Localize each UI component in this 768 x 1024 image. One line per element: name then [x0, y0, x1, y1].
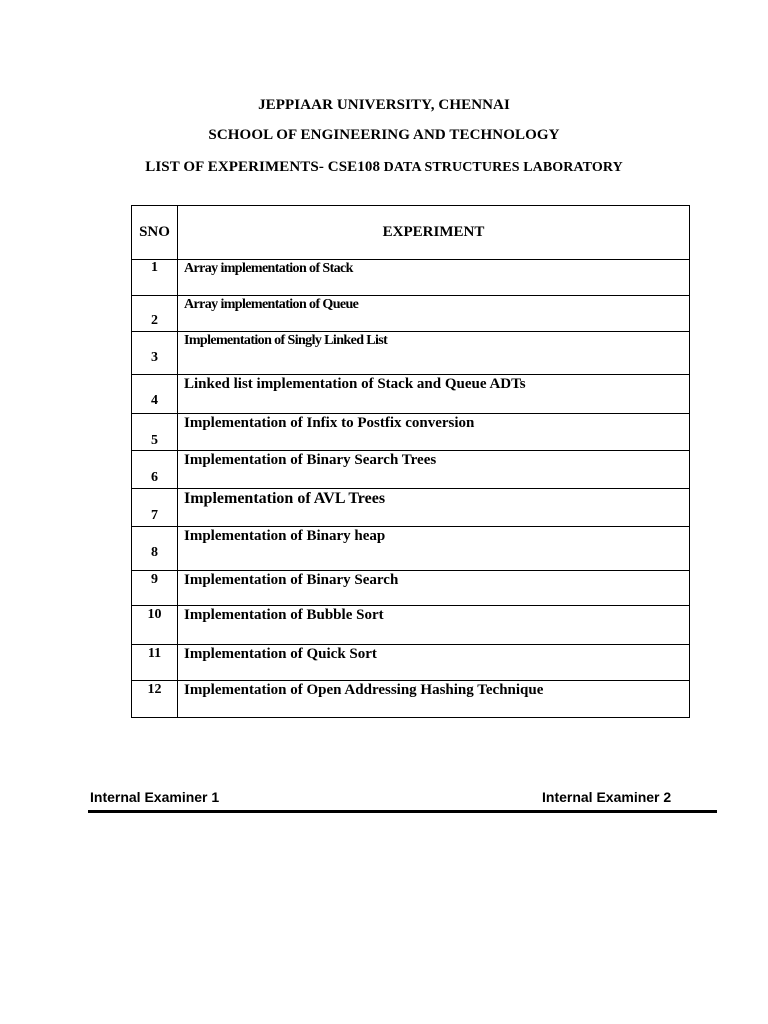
- experiments-table: [131, 205, 690, 718]
- row-sno: 12: [147, 682, 162, 697]
- table-row: [132, 645, 690, 681]
- table-header-row: [132, 206, 690, 260]
- list-title-prefix: LIST OF EXPERIMENTS- CSE108: [145, 159, 381, 175]
- row-sno: 10: [147, 607, 162, 622]
- table-row: [132, 571, 690, 606]
- row-experiment: Implementation of Bubble Sort: [184, 607, 384, 623]
- list-title: [0, 159, 768, 176]
- table-row: [132, 606, 690, 645]
- university-name: JEPPIAAR UNIVERSITY, CHENNAI: [258, 97, 510, 113]
- row-experiment: Implementation of AVL Trees: [184, 490, 386, 507]
- row-experiment: Implementation of Quick Sort: [184, 646, 377, 662]
- row-experiment: Linked list implementation of Stack and Queue ADTs: [184, 376, 526, 392]
- table-row: [132, 681, 690, 718]
- row-sno: 11: [147, 646, 162, 661]
- table-row: [132, 489, 690, 527]
- row-experiment: Implementation of Infix to Postfix conversion: [184, 415, 475, 431]
- row-sno: 2: [151, 313, 158, 328]
- experiment-header: EXPERIMENT: [178, 206, 690, 260]
- row-sno: 1: [151, 260, 158, 275]
- internal-examiner-2-label: Internal Examiner 2: [542, 789, 672, 805]
- row-sno: 9: [151, 572, 158, 587]
- row-experiment: Implementation of Open Addressing Hashing Technique: [184, 682, 544, 698]
- row-sno: 4: [151, 393, 158, 408]
- row-experiment: Implementation of Binary Search Trees: [184, 452, 437, 468]
- row-experiment: Array implementation of Queue: [184, 297, 359, 312]
- row-experiment: Implementation of Binary Search: [184, 572, 399, 588]
- row-experiment: Array implementation of Stack: [184, 261, 353, 276]
- internal-examiner-1-label: Internal Examiner 1: [90, 789, 220, 805]
- row-experiment: Implementation of Binary heap: [184, 528, 386, 544]
- row-sno: 7: [151, 508, 158, 523]
- row-sno: 8: [151, 545, 158, 560]
- table-row: [132, 296, 690, 332]
- row-sno: 6: [151, 470, 158, 485]
- table-row: [132, 527, 690, 571]
- table-row: [132, 375, 690, 414]
- sno-header: SNO: [132, 206, 178, 260]
- table-row: [132, 260, 690, 296]
- signature-line: [88, 810, 717, 813]
- row-sno: 3: [151, 350, 158, 365]
- table-row: [132, 451, 690, 489]
- table-row: [132, 414, 690, 451]
- row-experiment: Implementation of Singly Linked List: [184, 333, 388, 348]
- table-row: [132, 332, 690, 375]
- row-sno: 5: [151, 433, 158, 448]
- school-name: SCHOOL OF ENGINEERING AND TECHNOLOGY: [208, 127, 560, 143]
- list-title-suffix: DATA STRUCTURES LABORATORY: [380, 160, 623, 175]
